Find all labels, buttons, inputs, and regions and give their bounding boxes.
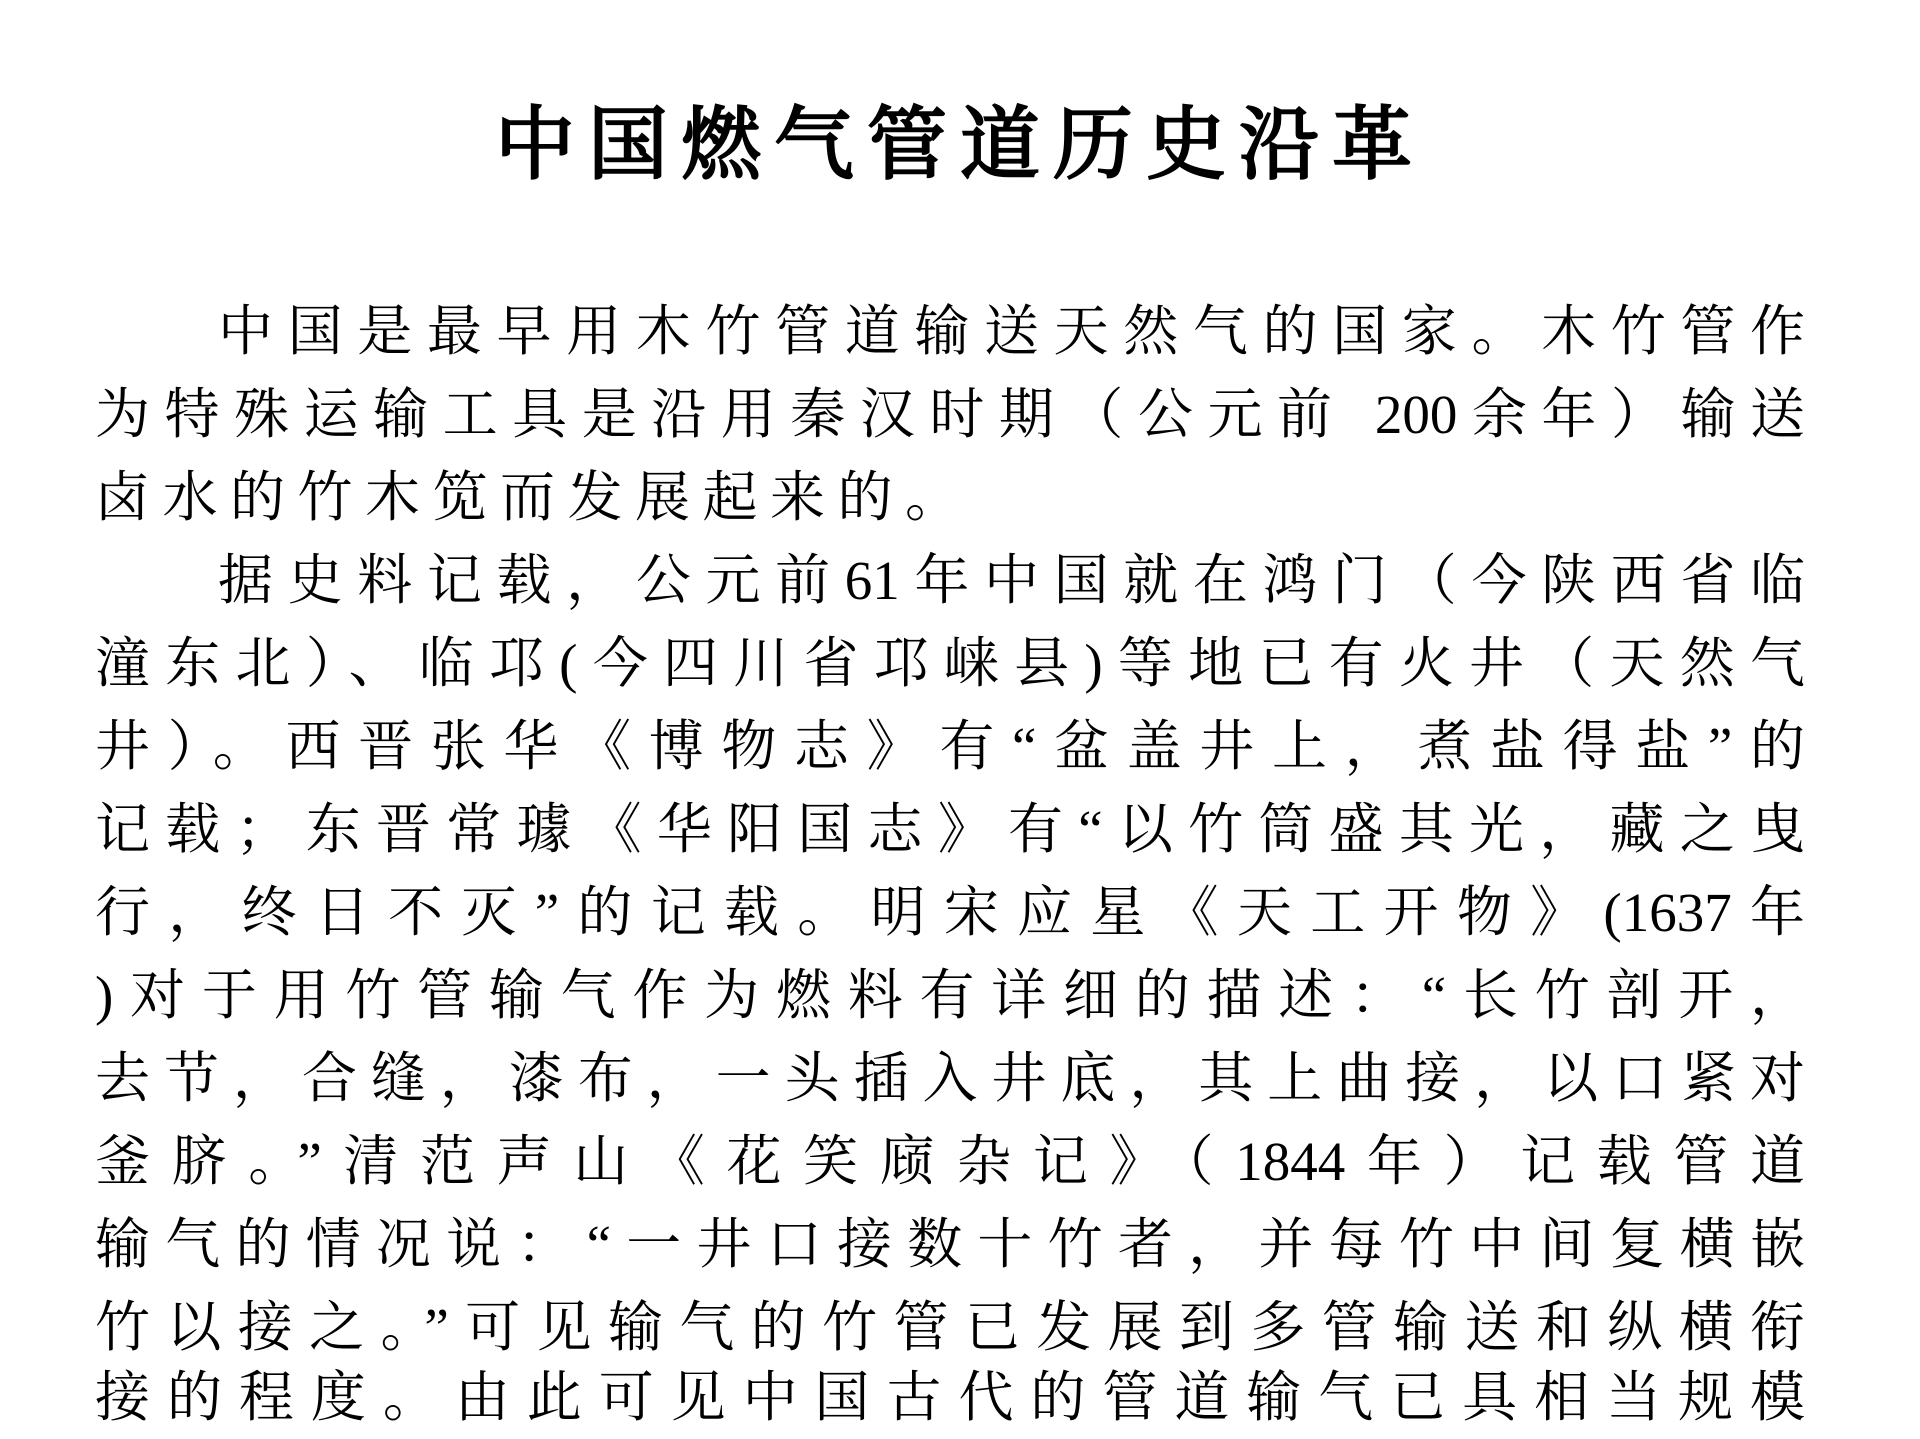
text-line-clipped: 接的程度。由此可见中国古代的管道输气已具相当规模 xyxy=(95,1367,1805,1428)
text-line: 去节，合缝，漆布，一头插入井底，其上曲接，以口紧对 xyxy=(95,1048,1805,1109)
text-line: 釜脐。”清范声山《花笑庼杂记》（1844年）记载管道 xyxy=(95,1131,1805,1192)
text-line: 中国是最早用木竹管道输送天然气的国家。木竹管作 xyxy=(218,301,1805,362)
text-line: 行，终日不灭”的记载。明宋应星《天工开物》(1637年 xyxy=(95,882,1805,943)
text-line: 井）。西晋张华《博物志》有“盆盖井上，煮盐得盐”的 xyxy=(95,716,1805,777)
text-line: 卤水的竹木笕而发展起来的。 xyxy=(95,467,973,528)
text-line: 竹以接之。”可见输气的竹管已发展到多管输送和纵横衔 xyxy=(95,1297,1805,1358)
page-title: 中国燃气管道历史沿革 xyxy=(495,100,1425,189)
text-line: 记载；东晋常璩《华阳国志》有“以竹筒盛其光，藏之曳 xyxy=(95,799,1805,860)
text-line: 输气的情况说：“一井口接数十竹者，并每竹中间复横嵌 xyxy=(95,1214,1805,1275)
body-text xyxy=(95,290,1805,1369)
text-line: )对于用竹管输气作为燃料有详细的描述：“长竹剖开， xyxy=(95,965,1805,1026)
text-line: 潼东北）、临邛(今四川省邛崃县)等地已有火井（天然气 xyxy=(95,633,1805,694)
text-line: 据史料记载，公元前61年中国就在鸿门（今陕西省临 xyxy=(218,550,1805,611)
text-line: 为特殊运输工具是沿用秦汉时期（公元前 200余年）输送 xyxy=(95,384,1805,445)
